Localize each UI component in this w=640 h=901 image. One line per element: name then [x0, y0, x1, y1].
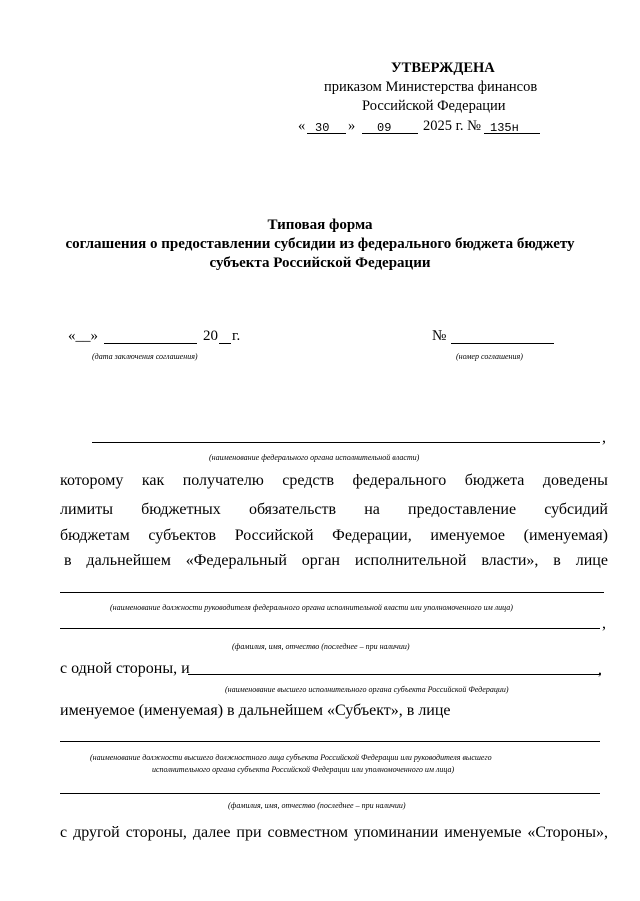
- date-caption: (дата заключения соглашения): [92, 352, 198, 361]
- body-row-2: [60, 500, 608, 519]
- approval-line-1: приказом Министерства финансов: [324, 79, 538, 95]
- word: субъектов: [148, 527, 217, 544]
- word: субсидий: [544, 501, 608, 518]
- approval-close-quote: »: [348, 118, 356, 134]
- approval-year-number: 2025 г. №: [423, 118, 482, 134]
- word: которому: [60, 472, 124, 489]
- approval-line-2: Российской Федерации: [362, 98, 506, 114]
- word: именуемые: [444, 824, 522, 841]
- word: исполнительной: [354, 552, 467, 569]
- subject-named-text: именуемое (именуемая) в дальнейшем «Субъект», в лице: [60, 702, 451, 719]
- word: другой: [73, 824, 120, 841]
- word: власти»,: [481, 552, 539, 569]
- word: при: [236, 824, 262, 841]
- word: с: [60, 824, 68, 841]
- form-subtitle-line-2: субъекта Российской Федерации: [209, 255, 431, 271]
- word: орган: [301, 552, 340, 569]
- word: на: [364, 501, 380, 518]
- word: федерального: [352, 472, 447, 489]
- word: средств: [282, 472, 335, 489]
- body-row-4: [64, 551, 608, 570]
- word: совместном: [267, 824, 348, 841]
- approval-title: УТВЕРЖДЕНА: [391, 60, 495, 76]
- regional-official-caption-1: (наименование должности высшего должностного лица субъекта Российской Федерации или руководителя высшего: [90, 753, 492, 762]
- word: именуемое: [430, 527, 506, 544]
- word: далее: [192, 824, 231, 841]
- head-position-caption: (наименование должности руководителя федерального органа исполнительной власти или уполномоченного им лица): [110, 603, 513, 612]
- body-row-1: [60, 471, 608, 490]
- word: в: [553, 552, 561, 569]
- regional-body-caption: (наименование высшего исполнительного органа субъекта Российской Федерации): [225, 685, 509, 694]
- fio-2-caption: (фамилия, имя, отчество (последнее – при наличии): [228, 801, 406, 810]
- approval-month: 09: [377, 121, 392, 135]
- federal-body-caption: (наименование федерального органа исполнительной власти): [209, 453, 420, 462]
- regional-body-field[interactable]: [188, 674, 600, 675]
- word: получателю: [182, 472, 264, 489]
- head-position-field[interactable]: [60, 592, 604, 593]
- federal-body-field[interactable]: [92, 442, 600, 443]
- word: бюджетных: [141, 501, 221, 518]
- word: лице: [575, 552, 608, 569]
- approval-open-quote: «: [298, 118, 306, 134]
- federal-body-comma: ,: [602, 429, 606, 446]
- regional-official-field[interactable]: [60, 741, 600, 742]
- fio-1-comma: ,: [602, 615, 606, 632]
- date-year-field[interactable]: [219, 343, 231, 344]
- word: как: [141, 472, 165, 489]
- word: бюджетам: [60, 527, 130, 544]
- one-side-text: с одной стороны, и: [60, 660, 190, 677]
- word: доведены: [542, 472, 608, 489]
- word: дальнейшем: [86, 552, 171, 569]
- word: обязательств: [248, 501, 337, 518]
- word: упоминании: [353, 824, 439, 841]
- word: в: [64, 552, 72, 569]
- date-year-suffix: г.: [232, 328, 241, 344]
- date-year-prefix: 20: [203, 328, 218, 344]
- number-sign: №: [432, 328, 447, 344]
- regional-body-comma: ,: [598, 661, 602, 678]
- word: бюджета: [464, 472, 525, 489]
- fio-1-field[interactable]: [60, 628, 600, 629]
- date-quotes: «__»: [68, 328, 98, 344]
- approval-day: 30: [315, 121, 330, 135]
- word: предоставление: [408, 501, 517, 518]
- date-month-field[interactable]: [104, 343, 197, 344]
- word: стороны,: [125, 824, 187, 841]
- body-row-3: [60, 526, 608, 545]
- body-row-last: [60, 823, 608, 842]
- fio-2-field[interactable]: [60, 793, 600, 794]
- form-subtitle-line-1: соглашения о предоставлении субсидии из федерального бюджета бюджету: [65, 236, 575, 252]
- number-caption: (номер соглашения): [456, 352, 523, 361]
- word: (именуемая): [523, 527, 608, 544]
- agreement-number-field[interactable]: [451, 343, 554, 344]
- word: лимиты: [60, 501, 113, 518]
- word: «Федеральный: [185, 552, 287, 569]
- regional-official-caption-2: исполнительного органа субъекта Российской Федерации или уполномоченного им лица): [152, 765, 455, 774]
- word: Федерации,: [332, 527, 412, 544]
- form-title: Типовая форма: [267, 217, 373, 233]
- approval-number: 135н: [490, 121, 519, 135]
- word: Российской: [234, 527, 314, 544]
- word: «Стороны»,: [527, 824, 608, 841]
- fio-1-caption: (фамилия, имя, отчество (последнее – при наличии): [232, 642, 410, 651]
